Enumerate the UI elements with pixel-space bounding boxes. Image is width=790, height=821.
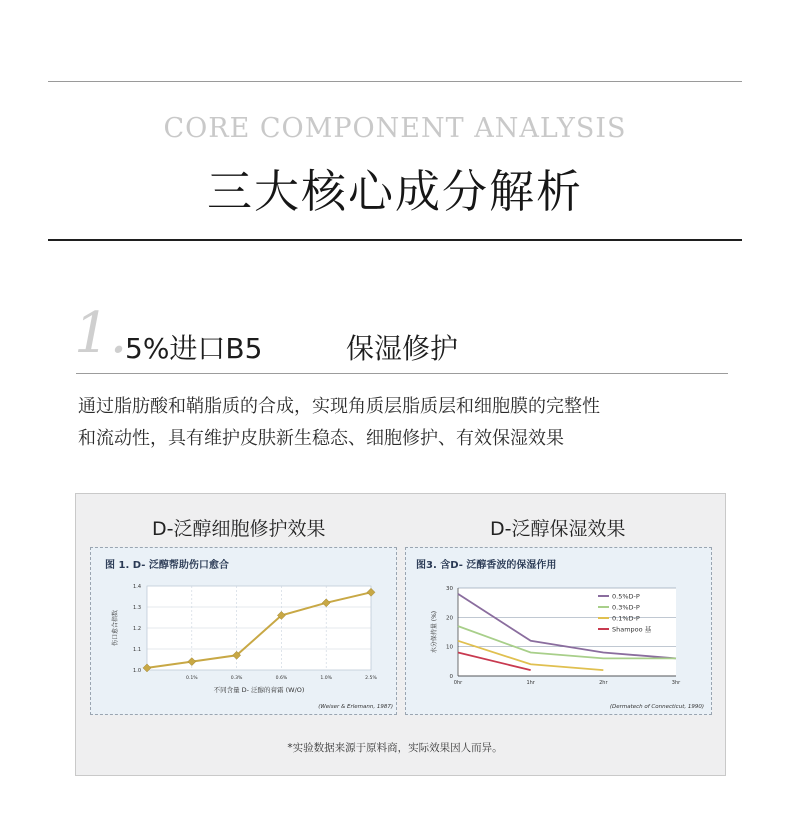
x-axis-label: 不同含量 D- 泛醇的膏霜 (W/O) [213,686,305,694]
section-title-benefit: 保湿修护 [346,332,459,365]
top-divider [48,81,742,82]
wound-healing-chart [91,548,396,714]
y-tick-label: 0 [449,674,453,680]
x-tick-label: 0.1% [185,676,198,681]
source-note: (Dermatech of Connecticut, 1990) [609,704,704,710]
y-tick-label: 20 [446,615,453,622]
y-tick-label: 1.4 [133,584,141,590]
legend-label: 0.3%D-P [612,603,640,612]
figure-right-title: D-泛醇保湿效果 [490,518,626,540]
section-eyebrow: CORE COMPONENT ANALYSIS [163,113,627,144]
x-tick-label: 0.3% [230,676,243,681]
figure-left-title: D-泛醇细胞修护效果 [152,518,326,540]
footnote: *实验数据来源于原料商，实际效果因人而异。 [287,742,503,754]
x-tick-label: 1hr [526,680,535,686]
page-title: 三大核心成分解析 [206,165,583,218]
y-axis-label: 水分保持量 (%) [431,610,438,654]
section-divider [76,373,728,374]
x-tick-label: 1.0% [320,676,333,681]
x-tick-label: 0.6% [275,676,288,681]
title-divider [48,239,742,241]
x-tick-label: 3hr [671,680,681,686]
source-note: (Weiser & Erlemann, 1987) [318,704,393,710]
section-number: 1. [74,301,128,366]
section-body-line-2: 和流动性，具有维护皮肤新生稳态、细胞修护、有效保湿效果 [78,428,564,449]
y-tick-label: 1.3 [133,605,141,611]
x-tick-label: 0hr [453,680,463,686]
y-tick-label: 10 [446,644,453,651]
x-tick-label: 2hr [599,680,608,686]
y-tick-label: 1.0 [133,668,141,674]
section-body-line-1: 通过脂肪酸和鞘脂质的合成，实现角质层脂质层和细胞膜的完整性 [78,396,600,417]
y-tick-label: 30 [446,586,453,592]
y-tick-label: 1.2 [133,626,141,632]
chart-title: 图3. 含D- 泛醇香波的保湿作用 [416,560,557,571]
moisture-chart-panel [405,547,712,715]
legend-label: 0.5%D-P [612,592,640,601]
legend-label: 0.1%D-P [612,614,640,623]
legend-label: Shampoo 基 [612,625,652,634]
moisture-chart [406,548,711,714]
section-title-ingredient: 5%进口B5 [125,332,263,365]
y-tick-label: 1.1 [133,647,141,653]
x-tick-label: 2.5% [365,676,377,681]
y-axis-label: 伤口愈合指数 [112,609,119,647]
wound-healing-chart-panel [90,547,397,715]
chart-title: 图 1. D- 泛醇帮助伤口愈合 [105,560,229,571]
